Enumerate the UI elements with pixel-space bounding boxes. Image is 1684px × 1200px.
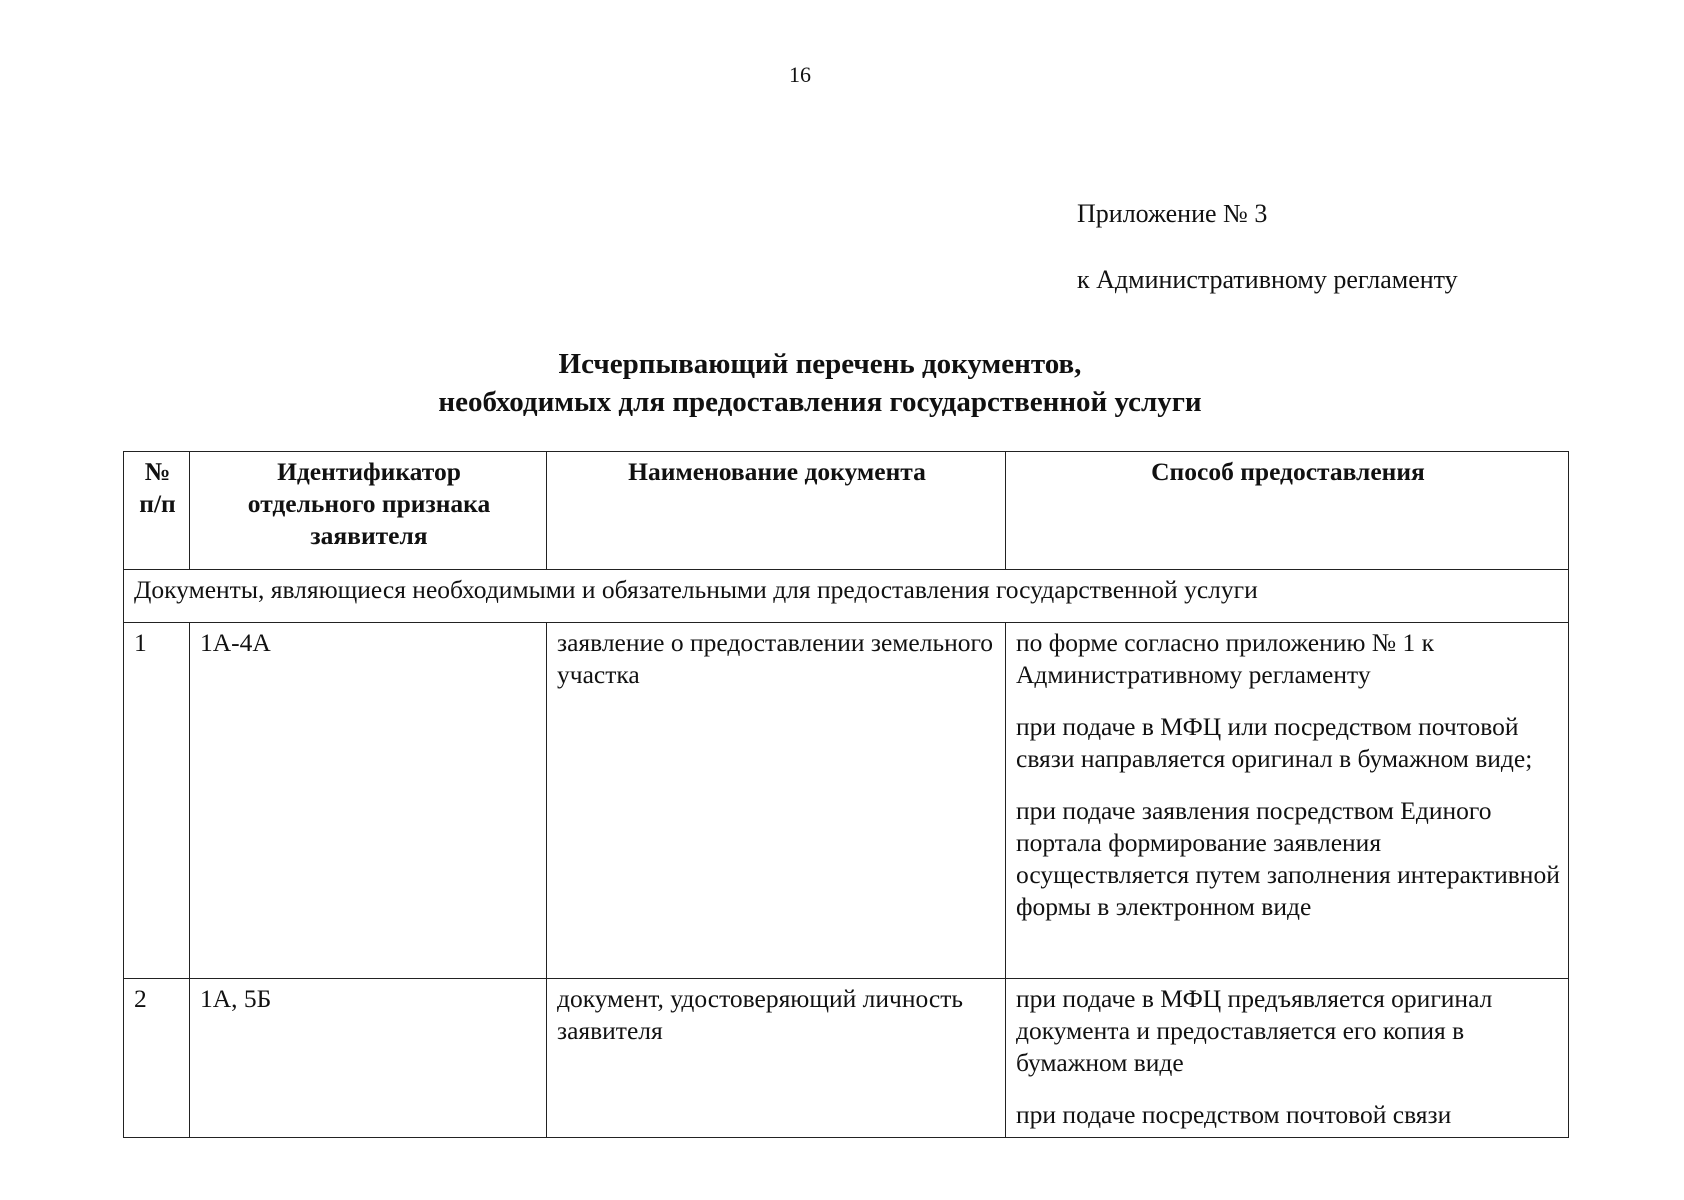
- row-number: 1: [124, 623, 190, 979]
- documents-table: [123, 451, 1569, 1138]
- appendix-label: Приложение № 3: [1077, 199, 1268, 228]
- method-paragraph: при подаче посредством почтовой связи: [1016, 1100, 1452, 1129]
- row-method: [1006, 623, 1569, 979]
- header-number-line-2: п/п: [139, 489, 176, 518]
- table-row: [124, 623, 1569, 979]
- row-identifier: 1А-4А: [190, 623, 547, 979]
- header-identifier-line-1: Идентификатор: [277, 457, 461, 486]
- row-document-name: документ, удостоверяющий личность заявителя: [547, 979, 1006, 1138]
- title-line-1: Исчерпывающий перечень документов,: [558, 348, 1082, 380]
- section-row: [124, 570, 1569, 623]
- table-row: [124, 979, 1569, 1138]
- row-method: [1006, 979, 1569, 1138]
- header-document-name: Наименование документа: [547, 452, 1006, 570]
- method-paragraph: при подаче заявления посредством Единого портала формирование заявления осуществляется путем заполнения интерактивной формы в электронном виде: [1016, 796, 1560, 921]
- appendix-reference: к Административному регламенту: [1077, 265, 1458, 294]
- header-identifier-line-2: отдельного признака: [247, 489, 491, 518]
- table-header-row: [124, 452, 1569, 570]
- row-identifier: 1А, 5Б: [190, 979, 547, 1138]
- header-identifier: [190, 452, 547, 570]
- header-identifier-line-3: заявителя: [310, 521, 428, 550]
- document-title: [300, 345, 1340, 421]
- header-number: [124, 452, 190, 570]
- row-document-name: заявление о предоставлении земельного участка: [547, 623, 1006, 979]
- header-number-line-1: №: [144, 457, 171, 486]
- title-line-2: необходимых для предоставления государственной услуги: [438, 386, 1202, 418]
- page-number: 16: [789, 62, 811, 87]
- method-paragraph: по форме согласно приложению № 1 к Административному регламенту: [1016, 628, 1435, 689]
- row-number: 2: [124, 979, 190, 1138]
- header-method: Способ предоставления: [1006, 452, 1569, 570]
- method-paragraph: при подаче в МФЦ или посредством почтовой связи направляется оригинал в бумажном виде;: [1016, 712, 1533, 773]
- method-paragraph: при подаче в МФЦ предъявляется оригинал документа и предоставляется его копия в бумажном виде: [1016, 984, 1493, 1077]
- section-title: Документы, являющиеся необходимыми и обязательными для предоставления государственной услуги: [124, 570, 1569, 623]
